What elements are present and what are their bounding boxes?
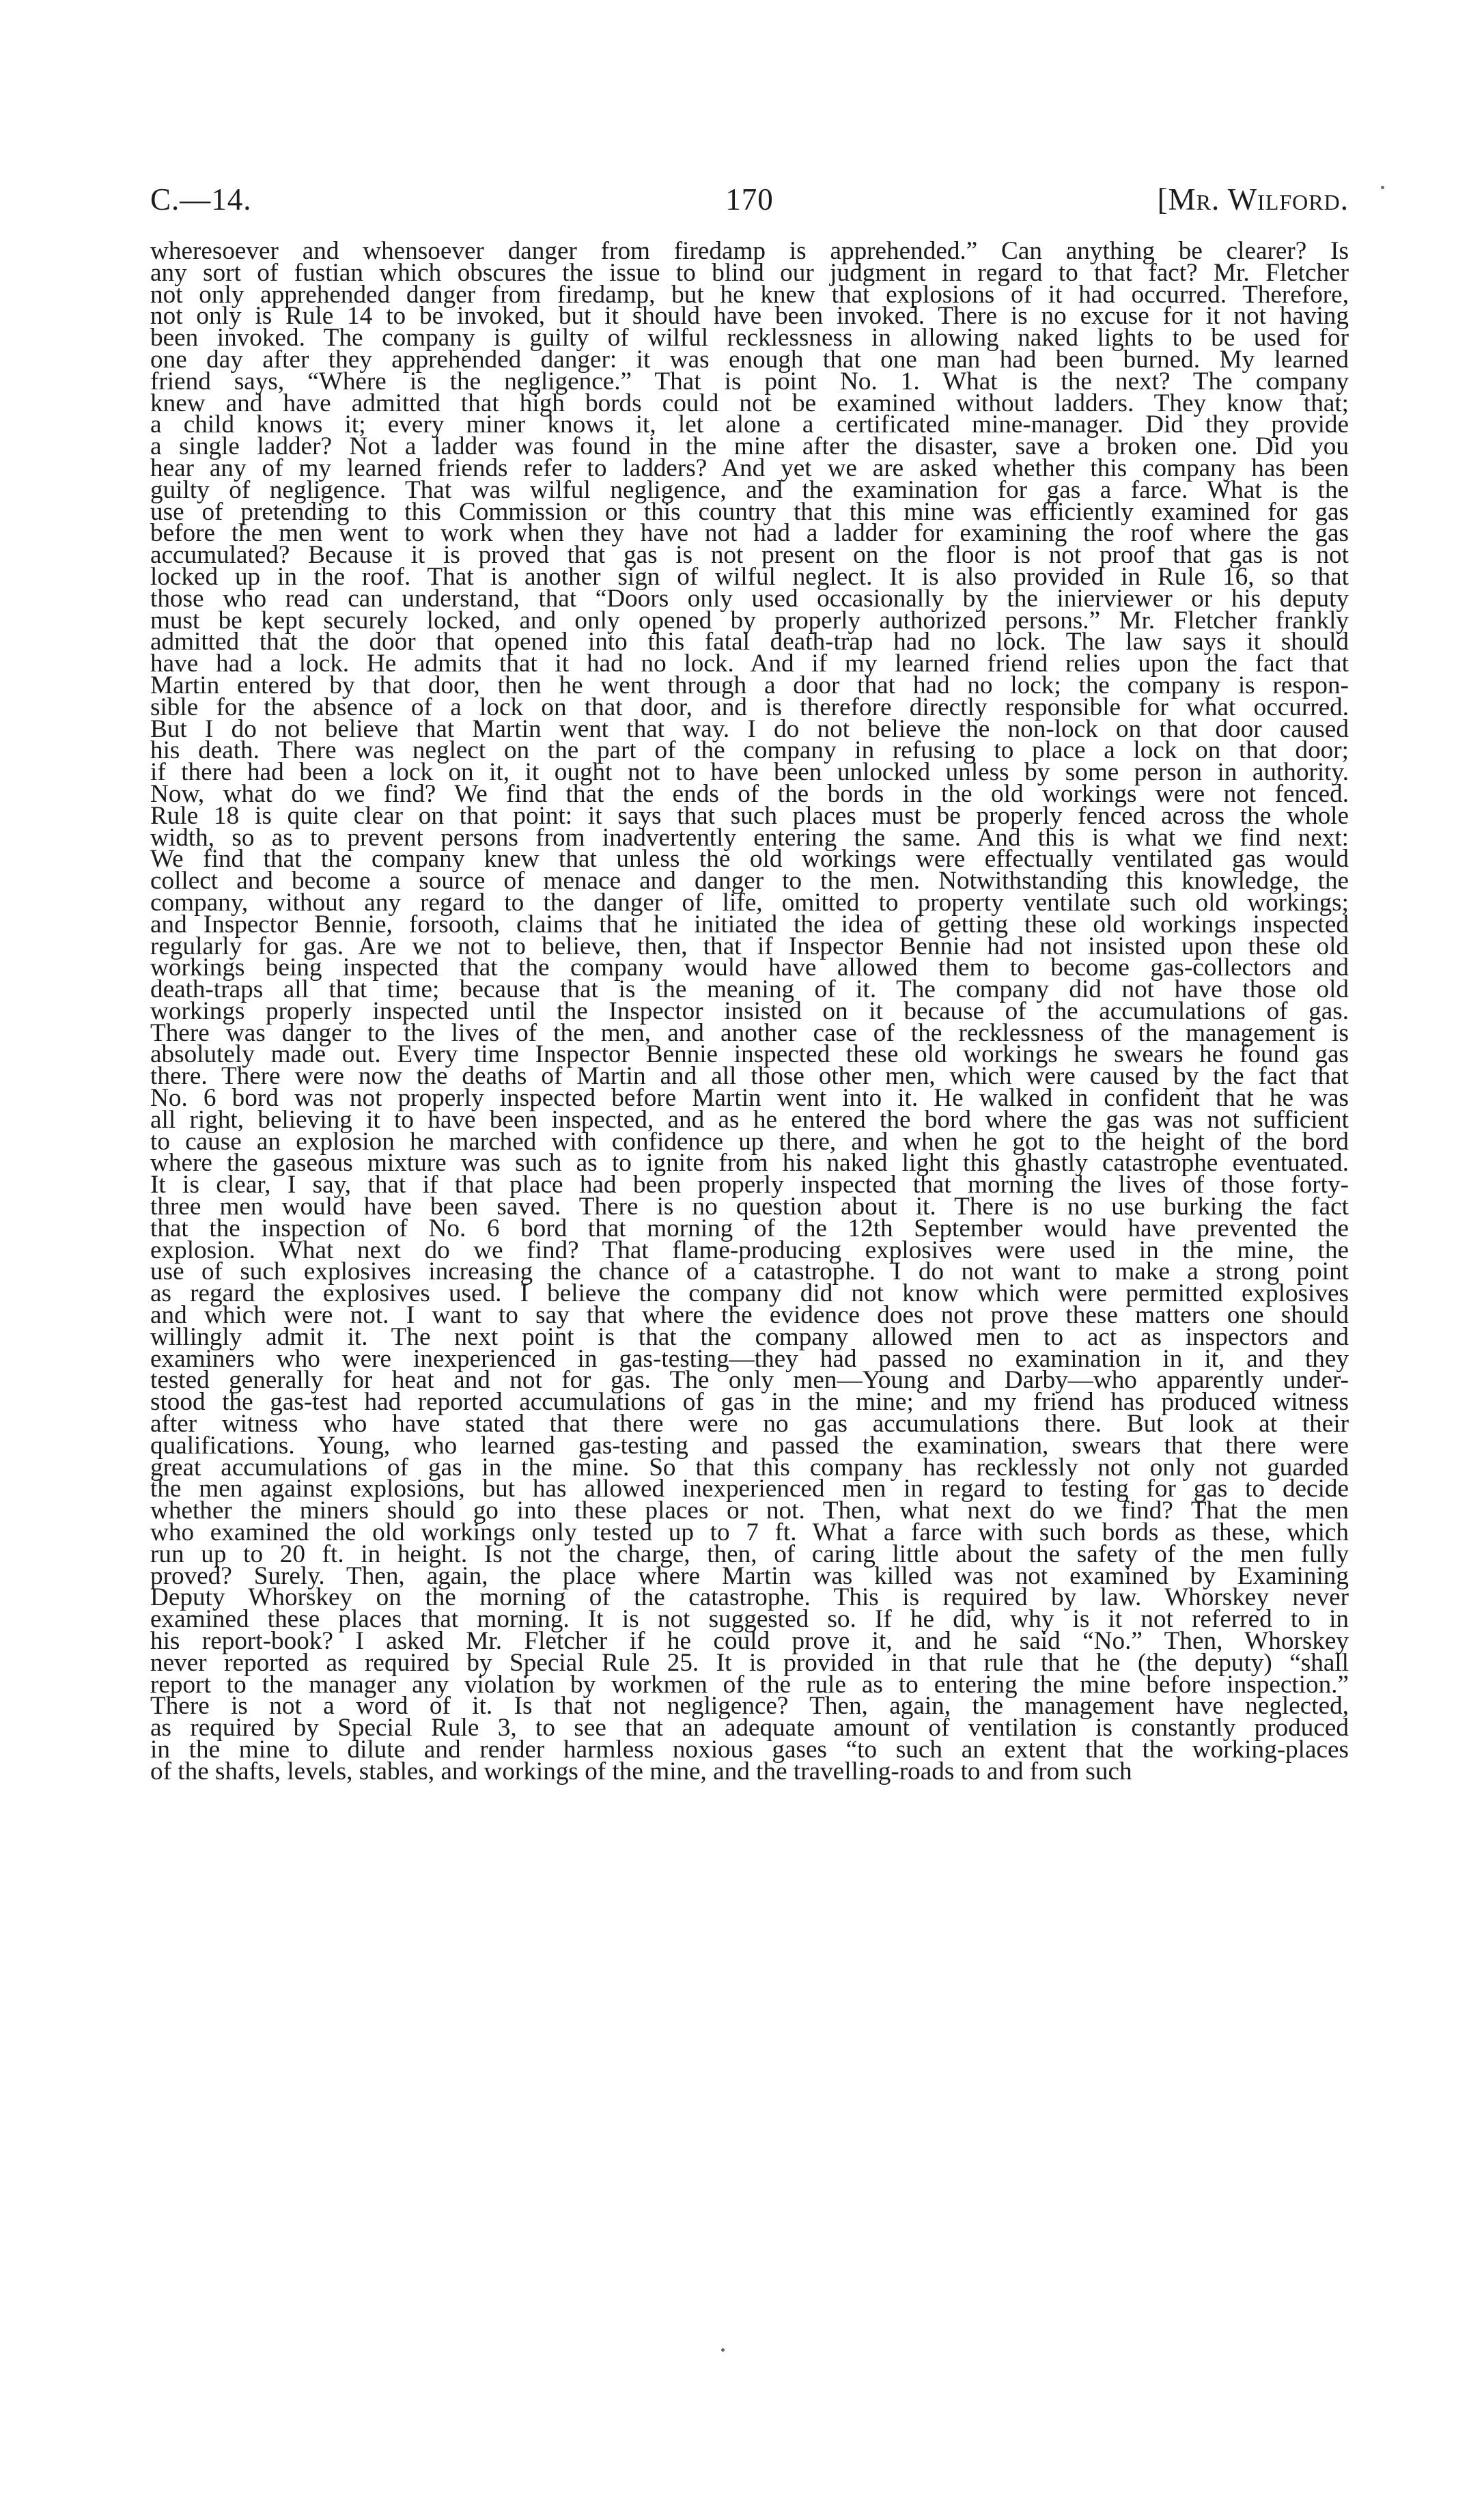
text-line: Rule 18 is quite clear on that point: it says that such places must be properly fenced across the whole [150,801,1349,830]
text-line: there. There were now the deaths of Martin and all those other men, which were caused by the fact that [150,1062,1349,1091]
text-line: stood the gas-test had reported accumulations of gas in the mine; and my friend has produced witness [150,1388,1349,1417]
text-line: never reported as required by Special Rule 25. It is provided in that rule that he (the deputy) “shall [150,1648,1349,1677]
text-line: width, so as to prevent persons from inadvertently entering the same. And this is what we find next: [150,823,1349,852]
text-line: We find that the company knew that unless the old workings were effectually ventilated gas would [150,845,1349,874]
text-line: accumulated? Because it is proved that gas is not present on the floor is not proof that gas is not [150,541,1349,570]
text-line: three men would have been saved. There is no question about it. There is no use burking the fact [150,1193,1349,1221]
text-line: It is clear, I say, that if that place had been properly inspected that morning the lives of those forty- [150,1171,1349,1199]
text-line: explosion. What next do we find? That flame-producing explosives were used in the mine, the [150,1236,1349,1264]
text-line: his report-book? I asked Mr. Fletcher if he could prove it, and he said “No.” Then, Whorskey [150,1627,1349,1655]
text-line: and Inspector Bennie, forsooth, claims that he initiated the idea of getting these old workings inspected [150,910,1349,938]
text-line: tested generally for heat and not for gas. The only men—Young and Darby—who apparently under- [150,1366,1349,1395]
text-line: whether the miners should go into these places or not. Then, what next do we find? That the men [150,1497,1349,1525]
text-line: great accumulations of gas in the mine. So that this company has recklessly not only not guarded [150,1453,1349,1482]
text-line: a single ladder? Not a ladder was found in the mine after the disaster, save a broken one. Did you [150,432,1349,461]
text-line: There is not a word of it. Is that not negligence? Then, again, the management have neglected, [150,1692,1349,1721]
text-line: one day after they apprehended danger: it was enough that one man had been burned. My learned [150,345,1349,374]
text-line: examined these places that morning. It is not suggested so. If he did, why is it not referred to in [150,1605,1349,1634]
text-line: his death. There was neglect on the part of the company in refusing to place a lock on that door; [150,736,1349,765]
text-line: admitted that the door that opened into this fatal death-trap had no lock. The law says it should [150,628,1349,656]
text-line: those who read can understand, that “Doors only used occasionally by the inierviewer or his deputy [150,584,1349,613]
text-line: use of pretending to this Commission or this country that this mine was efficiently examined for gas [150,497,1349,526]
text-line: wheresoever and whensoever danger from firedamp is apprehended.” Can anything be clearer? Is [150,240,1349,265]
text-line: Martin entered by that door, then he went through a door that had no lock; the company is respon- [150,671,1349,699]
text-line: proved? Surely. Then, again, the place where Martin was killed was not examined by Examining [150,1561,1349,1590]
text-line: all right, believing it to have been inspected, and as he entered the bord where the gas was not sufficient [150,1105,1349,1134]
text-line: sible for the absence of a lock on that door, and is therefore directly responsible for what occurred. [150,693,1349,721]
print-speck [1381,186,1384,189]
text-line: of the shafts, levels, stables, and workings of the mine, and the travelling-roads to and from such [150,1757,1132,1785]
text-line: as regard the explosives used. I believe the company did not know which were permitted explosives [150,1279,1349,1308]
text-line: been invoked. The company is guilty of wilful recklessness in allowing naked lights to be used for [150,324,1349,352]
text-line: qualifications. Young, who learned gas-testing and passed the examination, swears that there were [150,1431,1349,1460]
speaker-name: [Mr. Wilford. [1157,182,1349,217]
page-header [150,179,1349,227]
text-line: where the gaseous mixture was such as to ignite from his naked light this ghastly catastrophe eventuated. [150,1149,1349,1178]
text-line: report to the manager any violation by workmen of the rule as to entering the mine before inspection.” [150,1670,1349,1699]
print-speck [721,2348,725,2352]
text-line: regularly for gas. Are we not to believe, then, that if Inspector Bennie had not insisted upon these old [150,932,1349,960]
text-line: No. 6 bord was not properly inspected before Martin went into it. He walked in confident that he was [150,1084,1349,1113]
text-line: any sort of fustian which obscures the issue to blind our judgment in regard to that fact? Mr. Fletcher [150,258,1349,287]
text-line: guilty of negligence. That was wilful negligence, and the examination for gas a farce. What is the [150,475,1349,504]
text-line: locked up in the roof. That is another sign of wilful neglect. It is also provided in Rule 16, so that [150,562,1349,591]
body-text [150,240,1349,2331]
text-line: death-traps all that time; because that is the meaning of it. The company did not have those old [150,975,1349,1004]
text-line: absolutely made out. Every time Inspector Bennie inspected these old workings he swears he found gas [150,1040,1349,1069]
text-line: There was danger to the lives of the men, and another case of the recklessness of the management is [150,1018,1349,1047]
text-line: that the inspection of No. 6 bord that morning of the 12th September would have prevented the [150,1214,1349,1242]
text-line: run up to 20 ft. in height. Is not the charge, then, of caring little about the safety of the men fully [150,1540,1349,1568]
text-line: to cause an explosion he marched with confidence up there, and when he got to the height of the bord [150,1127,1349,1156]
section-code: C.—14. [150,182,252,217]
text-line: knew and have admitted that high bords could not be examined without ladders. They know that; [150,389,1349,417]
text-line: But I do not believe that Martin went that way. I do not believe the non-lock on that door caused [150,714,1349,743]
text-line: not only apprehended danger from firedamp, but he knew that explosions of it had occurred. Therefore, [150,280,1349,309]
text-line: company, without any regard to the danger of life, omitted to property ventilate such old workings; [150,888,1349,917]
text-line: and which were not. I want to say that where the evidence does not prove these matters one should [150,1301,1349,1330]
text-line: the men against explosions, but has allowed inexperienced men in regard to testing for gas to decide [150,1475,1349,1503]
text-line: hear any of my learned friends refer to ladders? And yet we are asked whether this company has been [150,454,1349,482]
text-line: not only is Rule 14 to be invoked, but it should have been invoked. There is no excuse for it not having [150,302,1349,331]
text-line: use of such explosives increasing the chance of a catastrophe. I do not want to make a strong point [150,1257,1349,1286]
text-line: if there had been a lock on it, it ought not to have been unlocked unless by some person in authority. [150,758,1349,787]
text-line: who examined the old workings only tested up to 7 ft. What a farce with such bords as these, which [150,1518,1349,1547]
text-line: in the mine to dilute and render harmless noxious gases “to such an extent that the working-places [150,1735,1349,1764]
text-line: must be kept securely locked, and only opened by properly authorized persons.” Mr. Fletcher frankly [150,606,1349,635]
text-line: a child knows it; every miner knows it, let alone a certificated mine-manager. Did they provide [150,411,1349,439]
text-line: friend says, “Where is the negligence.” That is point No. 1. What is the next? The company [150,367,1349,395]
text-line: examiners who were inexperienced in gas-testing—they had passed no examination in it, and they [150,1344,1349,1373]
text-line: before the men went to work when they have not had a ladder for examining the roof where the gas [150,519,1349,548]
text-line: as required by Special Rule 3, to see that an adequate amount of ventilation is constantly produced [150,1714,1349,1742]
text-line: workings properly inspected until the Inspector insisted on it because of the accumulations of gas. [150,997,1349,1025]
text-line: willingly admit it. The next point is that the company allowed men to act as inspectors and [150,1322,1349,1351]
text-line: after witness who have stated that there were no gas accumulations there. But look at their [150,1410,1349,1438]
text-line: workings being inspected that the company would have allowed them to become gas-collectors and [150,954,1349,982]
text-line: Now, what do we find? We find that the ends of the bords in the old workings were not fenced. [150,779,1349,808]
text-line: Deputy Whorskey on the morning of the catastrophe. This is required by law. Whorskey never [150,1583,1349,1612]
text-line: collect and become a source of menace and danger to the men. Notwithstanding this knowledge, the [150,867,1349,895]
page-number: 170 [725,182,774,217]
text-line: have had a lock. He admits that it had no lock. And if my learned friend relies upon the fact that [150,650,1349,678]
